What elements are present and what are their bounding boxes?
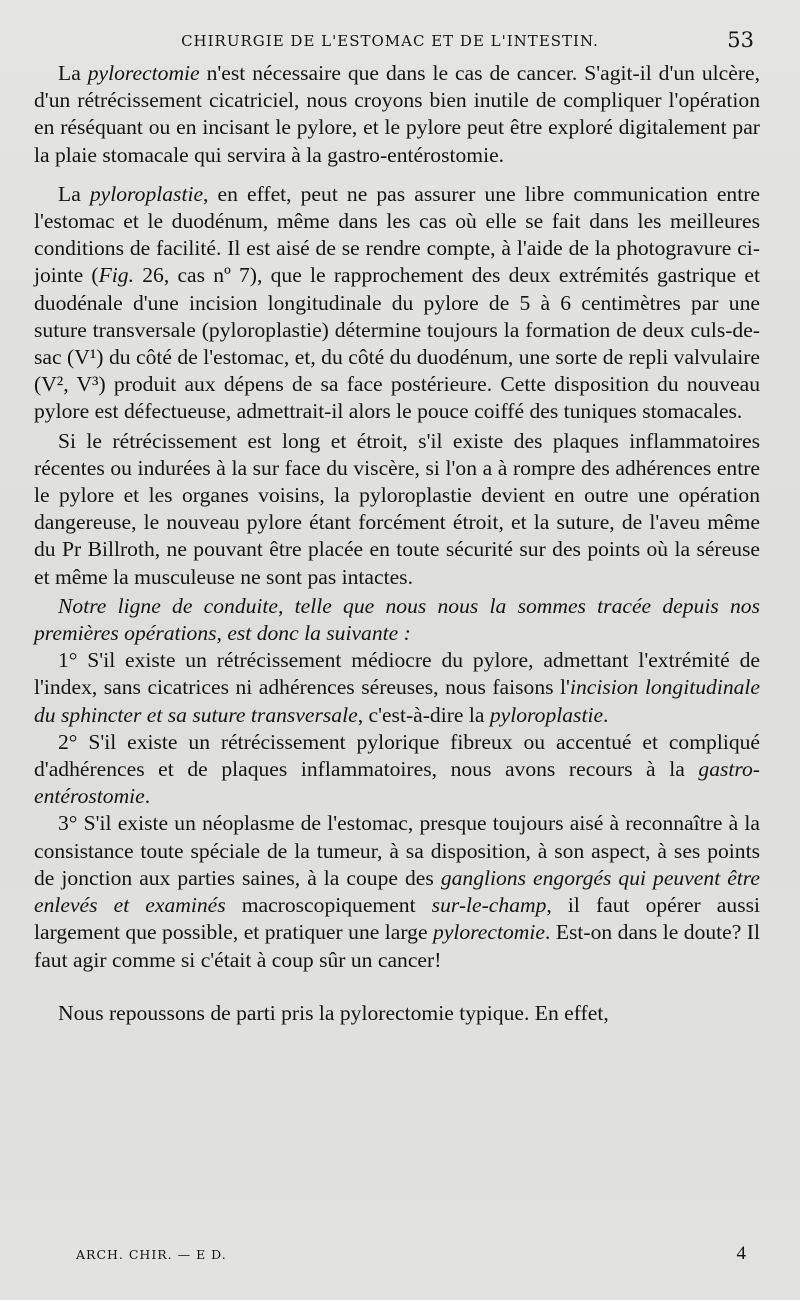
italic-term: pylorectomie [433,920,545,945]
text-run: . [603,702,609,727]
text-run: 1° S'il existe un rétrécissement médiocre du pylore, admettant l'extrémité de l'index, sans cicatrices ni adhérences séreuses, nous faisons l' [34,648,760,700]
paragraph-3: Si le rétrécissement est long et étroit, s'il existe des plaques inflammatoires récentes ou indurées à la sur face du viscère, si l'on a à rompre des adhérences entre le pylore et les organes voisins, la pyloroplastie devient en outre une opération dangereuse, le nouveau pylore étant forcément étroit, et la suture, de l'aveu même du Pr Billroth, ne pouvant être placée en toute sécurité sur des points où la séreuse et même la musculeuse ne sont pas intactes. [34,428,760,589]
paragraph-5 [34,647,760,729]
paragraph-4 [34,593,760,647]
text-run: La [58,181,90,206]
text-run: macroscopiquement [225,893,432,918]
text-run: . [144,784,151,809]
paragraph-2 [34,181,760,426]
italic-term: incision longitudinale du sphincter et sa suture transversale [34,675,760,727]
sheet-number: 4 [736,1243,746,1264]
text-run: , en effet, peut ne pas assurer une libre communication entre l'estomac et le duodénum, même dans les cas où elle se fait dans les meilleures conditions de facilité. Il est aisé de se rendre compte, à l'aide de la photogravure ci-jointe ( [34,181,760,288]
italic-term: pyloroplastie [89,181,204,206]
italic-lead-in: Notre ligne de conduite, telle que nous nous la sommes tracée depuis nos premières opérations, est donc la suivante : [34,593,760,646]
text-run: n'est nécessaire que dans le cas de cancer. S'agit-il d'un ulcère, d'un rétrécissement cicatriciel, nous croyons bien inutile de compliquer l'opération en réséquant ou en incisant le pylore, et le pylore peut être exploré digitalement par la plaie stomacale qui servira à la gastro-entérostomie. [34,61,760,167]
paragraph-6 [34,729,760,811]
paragraph-1 [34,60,760,169]
text-run: 26, cas nº 7), que le rapprochement des deux extrémités gastrique et duodénale d'une incision longitudinale du pylore de 5 à 6 centimètres par une suture transversale (pyloroplastie) détermine toujours la formation de deux culs-de-sac (V¹) du côté de l'estomac, et, du côté du duodénum, une sorte de repli valvulaire (V², V³) produit aux dépens de sa face postérieure. Cette disposition du nouveau pylore est défectueuse, admettrait-il alors le pouce coiffé des tuniques stomacales. [34,263,760,424]
figure-reference: Fig. [98,263,134,288]
italic-term: sur-le-champ [431,893,547,918]
italic-term: pyloroplastie [489,702,604,727]
text-run: La [58,61,88,85]
text-run: , il faut opérer aussi largement que possible, et pratiquer une large [34,893,760,945]
text-run: 2° S'il existe un rétrécissement pylorique fibreux ou accentué et compliqué d'adhérences et de plaques inflammatoires, nous avons recours à la [34,729,760,782]
printer-signature: ARCH. CHIR. — E D. [76,1247,227,1262]
italic-term: gastro-entérostomie [34,757,760,809]
running-title: CHIRURGIE DE L'ESTOMAC ET DE L'INTESTIN. [181,32,599,50]
text-run: 3° S'il existe un néoplasme de l'estomac, presque toujours aisé à reconnaître à la consistance toute spéciale de la tumeur, à sa disposition, à son aspect, à ses points de jonction aux parties saines, à la coupe des [34,811,760,890]
page-header [0,26,800,56]
page-number: 53 [727,28,754,52]
page-body [34,60,760,1027]
italic-term: ganglions engorgés qui peuvent être enlevés et examinés [34,865,760,918]
italic-term: pylorectomie [87,61,200,85]
paragraph-8: Nous repoussons de parti pris la pylorectomie typique. En effet, [58,1000,609,1025]
page-footer [34,1243,760,1271]
text-run: . Est-on dans le doute? Il faut agir comme si c'était à coup sûr un cancer! [34,920,760,972]
text-run: , c'est-à-dire la [357,702,490,727]
paragraph-7 [34,810,760,973]
